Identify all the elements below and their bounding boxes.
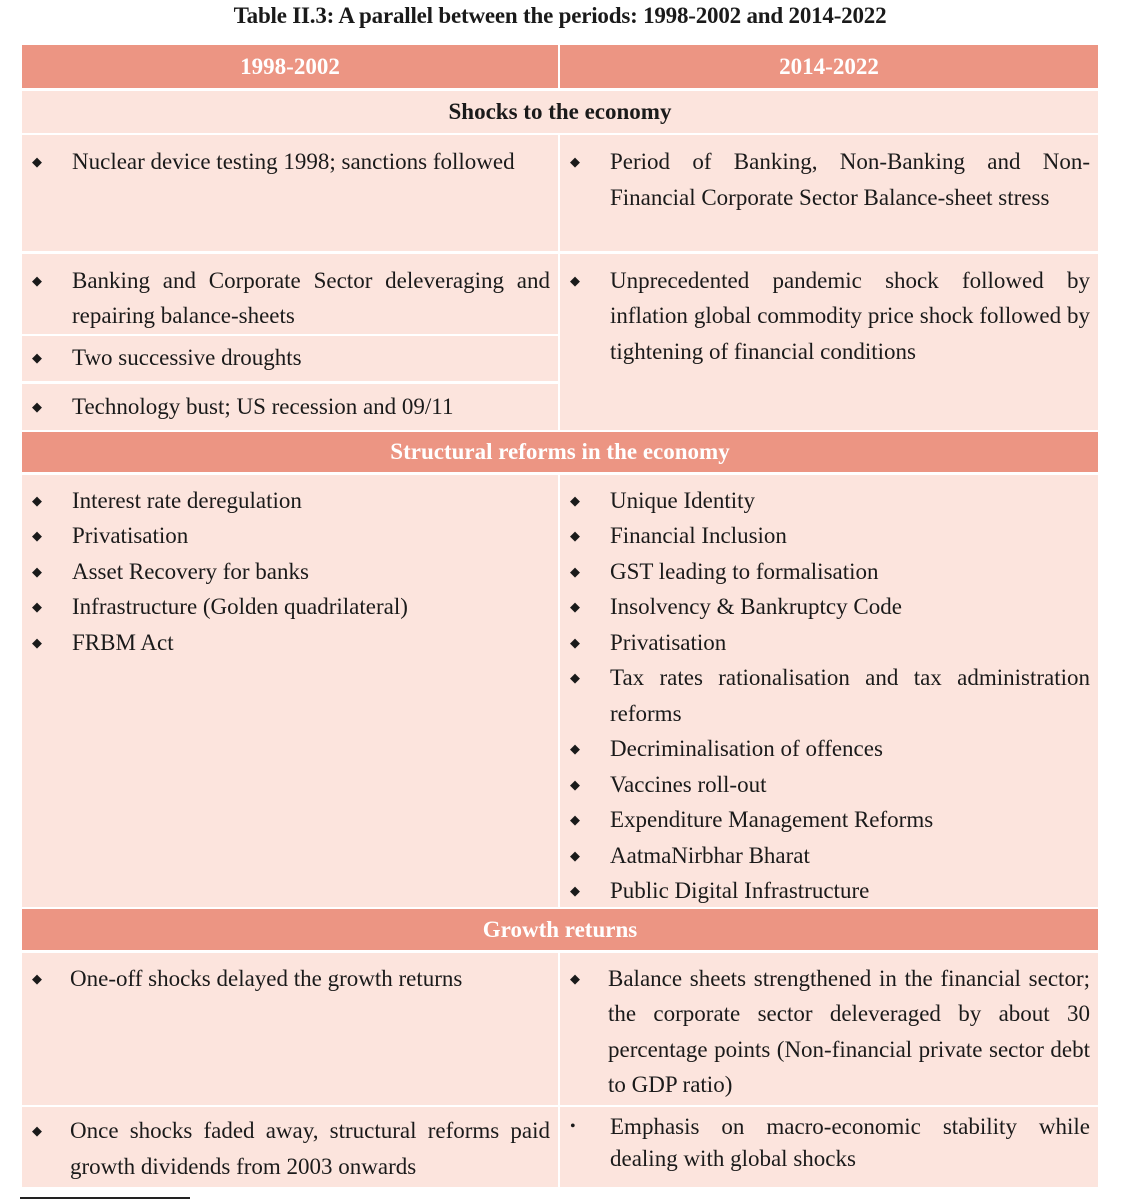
list-item bbox=[560, 660, 1098, 731]
section-row-reforms bbox=[22, 432, 1098, 472]
list-item-text: Decriminalisation of offences bbox=[610, 736, 883, 761]
list-item-text: Insolvency & Bankruptcy Code bbox=[610, 594, 902, 619]
footnote-divider bbox=[20, 1197, 190, 1199]
list-item bbox=[22, 483, 558, 519]
table-row bbox=[22, 135, 1098, 251]
diamond-bullet-icon: ◆ bbox=[32, 272, 42, 288]
comparison-table bbox=[22, 45, 1098, 1187]
list-item-text: Infrastructure (Golden quadrilateral) bbox=[72, 594, 408, 619]
list-item-text: Unique Identity bbox=[610, 487, 755, 513]
column-header-1998-2002: 1998-2002 bbox=[22, 45, 558, 88]
diamond-bullet-icon: ◆ bbox=[570, 970, 580, 986]
list-item-text: Asset Recovery for banks bbox=[72, 558, 309, 584]
list-item: ◆ Technology bust; US recession and 09/11 bbox=[22, 389, 558, 425]
list-item bbox=[560, 589, 1098, 625]
diamond-bullet-icon: ◆ bbox=[32, 350, 42, 365]
table-row bbox=[22, 1107, 1098, 1187]
growth-right-cell-2 bbox=[560, 1107, 1098, 1187]
shocks-right-cell-2 bbox=[560, 254, 1098, 430]
column-header-row bbox=[22, 45, 1098, 88]
list-item-text: Privatisation bbox=[610, 629, 727, 655]
list-item bbox=[560, 731, 1098, 767]
section-row-shocks bbox=[22, 91, 1098, 133]
diamond-bullet-icon: ◆ bbox=[32, 398, 42, 414]
list-item-text: GST leading to formalisation bbox=[610, 558, 879, 584]
diamond-bullet-icon: ◆ bbox=[570, 492, 580, 508]
shocks-left-stack bbox=[22, 254, 558, 430]
list-item: • Emphasis on macro-economic stability while dealing with global shocks bbox=[560, 1111, 1098, 1175]
list-item: ◆ Unprecedented pandemic shock followed by inflation global commodity price shock followed by tightening of financial conditions bbox=[560, 263, 1098, 370]
list-item bbox=[22, 625, 558, 661]
diamond-bullet-icon: ◆ bbox=[570, 776, 580, 792]
shocks-left-cell-1 bbox=[22, 135, 558, 251]
list-item: ◆ Nuclear device testing 1998; sanctions followed bbox=[22, 144, 558, 180]
diamond-bullet-icon: ◆ bbox=[570, 741, 580, 756]
list-item: ◆ Two successive droughts bbox=[22, 340, 558, 376]
list-item-text: Tax rates rationalisation and tax administration reforms bbox=[610, 665, 1090, 726]
list-item bbox=[22, 554, 558, 590]
table-row-group bbox=[22, 254, 1098, 430]
diamond-bullet-icon: ◆ bbox=[32, 563, 42, 579]
diamond-bullet-icon: ◆ bbox=[32, 634, 42, 650]
diamond-bullet-icon: ◆ bbox=[32, 528, 42, 543]
diamond-bullet-icon: ◆ bbox=[570, 812, 580, 827]
list-item-text: FRBM Act bbox=[72, 629, 174, 655]
diamond-bullet-icon: ◆ bbox=[32, 1123, 42, 1138]
shocks-left-cell-2 bbox=[22, 254, 558, 334]
reforms-left-cell bbox=[22, 475, 558, 907]
list-item bbox=[560, 554, 1098, 590]
table-title: Table II.3: A parallel between the periods: 1998-2002 and 2014-2022 bbox=[233, 3, 887, 28]
diamond-bullet-icon: ◆ bbox=[32, 154, 42, 169]
list-item-text: Financial Inclusion bbox=[610, 523, 787, 548]
shocks-left-cell-3 bbox=[22, 336, 558, 381]
diamond-bullet-icon: ◆ bbox=[570, 154, 580, 169]
section-heading-shocks: Shocks to the economy bbox=[22, 91, 1098, 133]
section-heading-reforms: Structural reforms in the economy bbox=[22, 432, 1098, 472]
growth-left-cell-2 bbox=[22, 1107, 558, 1187]
diamond-bullet-icon: ◆ bbox=[570, 670, 580, 685]
diamond-bullet-icon: ◆ bbox=[570, 634, 580, 650]
list-item-text: Public Digital Infrastructure bbox=[610, 878, 870, 903]
diamond-bullet-icon: ◆ bbox=[32, 492, 42, 508]
shocks-right-cell-1 bbox=[560, 135, 1098, 251]
list-item bbox=[560, 518, 1098, 554]
diamond-bullet-icon: ◆ bbox=[32, 970, 42, 986]
growth-right-cell-1 bbox=[560, 953, 1098, 1105]
list-item bbox=[560, 767, 1098, 803]
list-item-text: Privatisation bbox=[72, 523, 189, 548]
list-item bbox=[560, 873, 1098, 909]
list-item bbox=[560, 625, 1098, 661]
list-item: ◆ Balance sheets strengthened in the financial sector; the corporate sector deleveraged by about 30 percentage points (Non-financial private sector debt to GDP ratio) bbox=[560, 961, 1098, 1103]
list-item-text: Interest rate deregulation bbox=[72, 487, 302, 513]
list-item-text: Expenditure Management Reforms bbox=[610, 807, 934, 832]
list-item bbox=[560, 483, 1098, 519]
list-item bbox=[22, 518, 558, 554]
section-heading-growth: Growth returns bbox=[22, 909, 1098, 950]
list-item bbox=[560, 802, 1098, 838]
column-header-2014-2022: 2014-2022 bbox=[560, 45, 1098, 88]
list-item bbox=[22, 589, 558, 625]
diamond-bullet-icon: ◆ bbox=[570, 528, 580, 543]
list-item bbox=[560, 838, 1098, 874]
list-item: ◆ One-off shocks delayed the growth returns bbox=[22, 961, 558, 997]
diamond-bullet-icon: ◆ bbox=[570, 883, 580, 898]
list-item-text: AatmaNirbhar Bharat bbox=[610, 842, 810, 868]
list-item: ◆ Period of Banking, Non-Banking and Non-Financial Corporate Sector Balance-sheet stress bbox=[560, 144, 1098, 215]
diamond-bullet-icon: ◆ bbox=[570, 599, 580, 614]
table-row bbox=[22, 953, 1098, 1105]
diamond-bullet-icon: ◆ bbox=[570, 563, 580, 579]
diamond-bullet-icon: ◆ bbox=[570, 272, 580, 288]
round-bullet-icon: • bbox=[570, 1118, 576, 1135]
diamond-bullet-icon: ◆ bbox=[32, 599, 42, 614]
table-row bbox=[22, 475, 1098, 907]
section-row-growth bbox=[22, 909, 1098, 950]
reforms-right-cell bbox=[560, 475, 1098, 907]
list-item: ◆ Banking and Corporate Sector deleveraging and repairing balance-sheets bbox=[22, 263, 558, 334]
list-item-text: Vaccines roll-out bbox=[610, 771, 767, 797]
diamond-bullet-icon: ◆ bbox=[570, 847, 580, 863]
shocks-left-cell-4 bbox=[22, 384, 558, 430]
growth-left-cell-1 bbox=[22, 953, 558, 1105]
list-item: ◆ Once shocks faded away, structural reforms paid growth dividends from 2003 onwards bbox=[22, 1113, 558, 1184]
